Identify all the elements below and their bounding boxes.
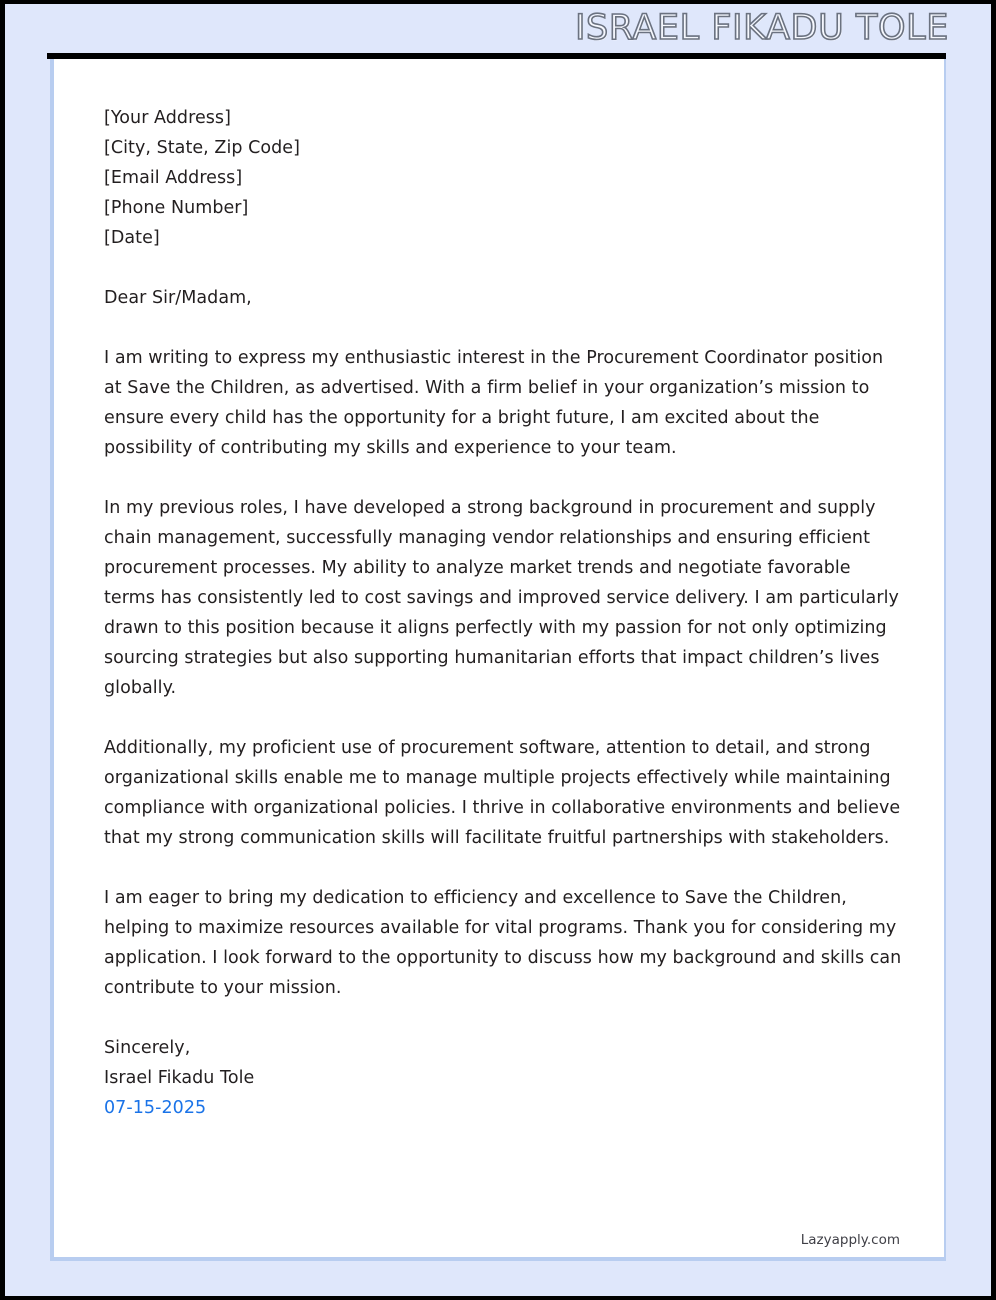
salutation: Dear Sir/Madam, (104, 288, 252, 308)
body-paragraph-2: In my previous roles, I have developed a strong background in procurement and supply chain management, successfully managing vendor relationships and ensuring efficient procurement processes. My ability to analyze market trends and negotiate favorable terms has consistently led to cost savings and improved service delivery. I am particularly drawn to this position because it aligns perfectly with my passion for not only optimizing sourcing strategies but also supporting humanitarian efforts that impact children’s lives globally. (104, 498, 899, 698)
contact-line-address: [Your Address] (104, 108, 231, 128)
contact-line-city-state-zip: [City, State, Zip Code] (104, 138, 300, 158)
footer-brand: Lazyapply.com (800, 1232, 900, 1248)
body-paragraph-4: I am eager to bring my dedication to efficiency and excellence to Save the Children, helping to maximize resources available for vital programs. Thank you for considering my application. I look forward to the opportunity to discuss how my background and skills can contribute to your mission. (104, 888, 902, 998)
contact-line-date: [Date] (104, 228, 160, 248)
letterhead-band (5, 4, 991, 53)
signer-name: Israel Fikadu Tole (104, 1068, 255, 1088)
page-title: ISRAEL FIKADU TOLE (575, 8, 949, 48)
letter-sheet (50, 59, 946, 1261)
sign-off: Sincerely, (104, 1038, 191, 1058)
sender-contact-block (104, 103, 902, 253)
letter-body (104, 103, 902, 1123)
signature-date: 07-15-2025 (104, 1098, 207, 1118)
contact-line-phone: [Phone Number] (104, 198, 249, 218)
contact-line-email: [Email Address] (104, 168, 243, 188)
body-paragraph-3: Additionally, my proficient use of procurement software, attention to detail, and strong organizational skills enable me to manage multiple projects effectively while maintaining compliance with organizational policies. I thrive in collaborative environments and believe that my strong communication skills will facilitate fruitful partnerships with stakeholders. (104, 738, 901, 848)
closing-block (104, 1033, 902, 1123)
body-paragraph-1: I am writing to express my enthusiastic interest in the Procurement Coordinator position at Save the Children, as advertised. With a firm belief in your organization’s mission to ensure every child has the opportunity for a bright future, I am excited about the possibility of contributing my skills and experience to your team. (104, 348, 884, 458)
